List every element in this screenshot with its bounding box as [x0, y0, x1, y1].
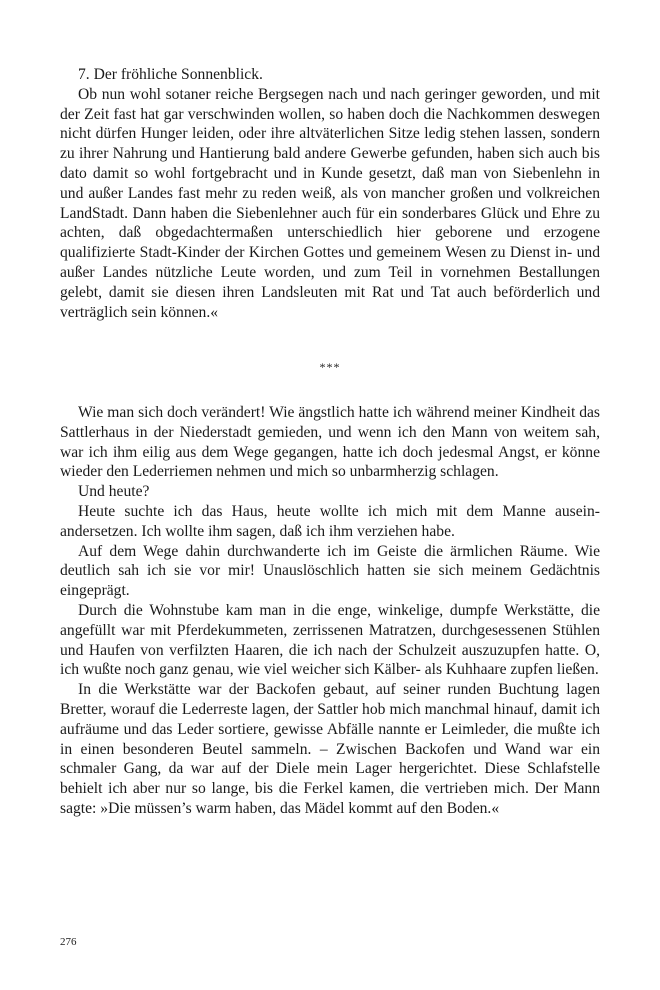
paragraph: In die Werkstätte war der Backofen gebaut, auf seiner runden Buchtung lagen Bretter, worauf die Lederreste lagen, der Sattler hob mich manchmal hinauf, damit ich aufräume und das Leder sortiere, gewisse Abfälle nannte er Leimleder, die mußte ich in einen besonderen Beutel sammeln. – Zwischen Backofen und Wand war ein schmaler Gang, da war auf der Diele mein Lager hergerichtet. Diese Schlafstelle behielt ich aber nur so lange, bis die Ferkel kamen, die vertrieben mich. Der Mann sagte: »Die müssen’s warm haben, das Mädel kommt auf den Boden.«	[60, 681, 600, 817]
paragraph: Und heute?	[78, 483, 150, 501]
page-number: 276	[60, 936, 77, 948]
quoted-paragraph: Ob nun wohl sotaner reiche Bergsegen nach und nach geringer geworden, und mit der Zeit fast hat gar verschwinden wollen, so haben doch die Nachkommen deswegen nicht dürfen Hunger leiden, oder ihre altväterlichen Sitze ledig stehen lassen, sondern zu ihrer Nahrung und Hantierung bald andere Gewerbe gefunden, haben sich auch bis dato damit so wohl fortgebracht und in Kunde gesetzt, daß man von Siebenlehn in und außer Landes fast mehr zu reden weiß, als von mancher großen und volkreichen LandStadt. Dann haben die Siebenlehner auch für ein sonderbares Glück und Ehre zu achten, daß obgedachtermaßen unterschiedlich hier geborene und erzogene qualifizierte Stadt-Kinder der Kirchen Gottes und gemeinem Wesen zu Dienst in- und außer Landes nützliche Leute worden, und zum Teil in vornehmen Bestallungen gelebt, damit sie diesen ihren Landsleuten mit Rat und Tat auch beförderlich und verträglich sein können.«	[60, 85, 600, 321]
paragraph: Durch die Wohnstube kam man in die enge, winkelige, dumpfe Werkstätte, die angefüllt war mit Pferdekummeten, zerrissenen Matratzen, durchgesessenen Stühlen und Haufen von verfilzten Haaren, die ich nach der Schulzeit auszuzupfen hatte. O, ich wußte noch ganz genau, wie viel weicher sich Kälber- als Kuhhaare zupfen ließen.	[60, 601, 600, 679]
paragraph: Heute suchte ich das Haus, heute wollte ich mich mit dem Manne auseinandersetzen. Ich wollte ihm sagen, daß ich ihm verziehen habe.	[60, 502, 600, 540]
section-separator: ***	[319, 360, 341, 374]
section-two	[60, 403, 600, 819]
paragraph: Wie man sich doch verändert! Wie ängstlich hatte ich während meiner Kindheit das Sattlerhaus in der Niederstadt gemieden, und wenn ich den Mann von weitem sah, war ich ihm eilig aus dem Wege gegangen, hatte ich doch jedesmal Angst, er könne wieder den Lederriemen nehmen und mich so unbarmherzig schlagen.	[60, 404, 600, 481]
section-heading: 7. Der fröhliche Sonnenblick.	[78, 66, 263, 83]
paragraph: Auf dem Wege dahin durchwanderte ich im Geiste die ärmlichen Räume. Wie deutlich sah ich sie vor mir! Unauslöschlich hatten sie sich meinem Gedächtnis eingeprägt.	[60, 542, 600, 600]
section-one	[60, 65, 600, 322]
